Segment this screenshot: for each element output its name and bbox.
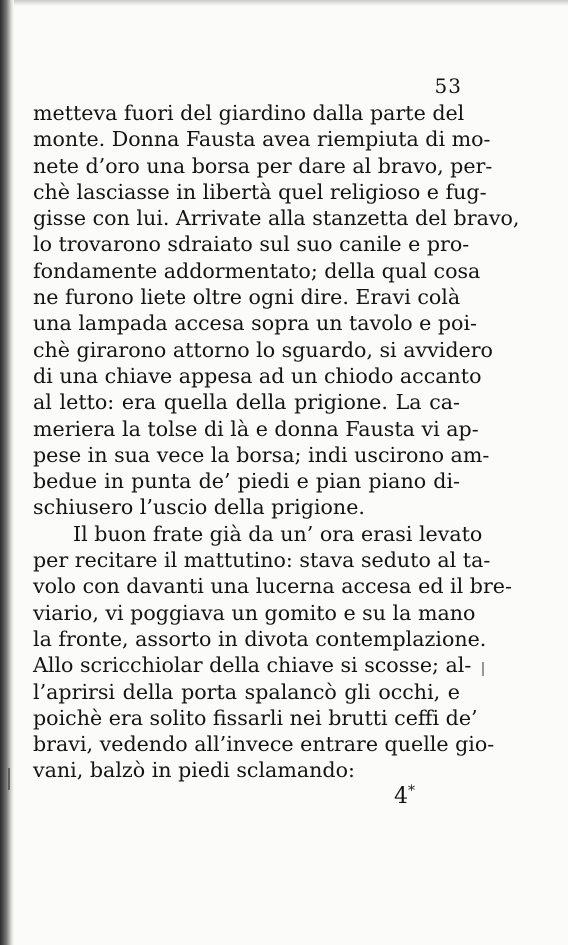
printer-signature-mark [394, 783, 415, 809]
paragraph-1 [33, 100, 520, 521]
text-line: schiusero l’uscio della prigione. [33, 495, 365, 520]
paragraph-2 [33, 521, 512, 784]
text-line: di una chiave appesa ad un chiodo accanto [33, 363, 482, 388]
text-line: gisse con lui. Arrivate alla stanzetta del bravo, [33, 206, 520, 231]
text-line: bravi, vedendo all’invece entrare quelle gio- [33, 732, 495, 757]
signature-number: 4 [394, 784, 408, 809]
text-line: per recitare il mattutino: stava seduto al ta- [33, 548, 491, 573]
text-line: lo trovarono sdraiato sul suo canile e pro- [33, 232, 470, 257]
text-line: la fronte, assorto in divota contemplazione. [33, 626, 487, 651]
page-number: 53 [434, 74, 462, 98]
text-line: poichè era solito fissarli nei brutti ceffi de’ [33, 705, 478, 730]
text-line: Il buon frate già da un’ ora erasi levato [73, 521, 483, 546]
body-text [33, 100, 520, 784]
text-line: bedue in punta de’ piedi e pian piano di- [33, 469, 460, 494]
scan-binding-edge [0, 0, 14, 945]
scan-speck [8, 768, 10, 790]
text-line: pese in sua vece la borsa; indi uscirono am- [33, 442, 490, 467]
scan-top-edge [0, 0, 568, 6]
signature-asterisk: * [408, 783, 415, 799]
scan-speck [482, 662, 484, 676]
text-line: l’aprirsi della porta spalancò gli occhi, e [33, 679, 460, 704]
text-line: Allo scricchiolar della chiave si scosse; al- [33, 653, 472, 678]
text-line: vani, balzò in piedi sclamando: [33, 758, 355, 783]
text-line: ne furono liete oltre ogni dire. Eravi colà [33, 285, 461, 310]
text-line: volo con davanti una lucerna accesa ed il bre- [33, 574, 512, 599]
text-line: una lampada accesa sopra un tavolo e poi- [33, 311, 478, 336]
text-line: al letto: era quella della prigione. La ca- [33, 390, 460, 415]
text-line: fondamente addormentato; della qual cosa [33, 258, 481, 283]
text-line: chè girarono attorno lo sguardo, si avvidero [33, 337, 493, 362]
text-line: nete d’oro una borsa per dare al bravo, per- [33, 153, 493, 178]
text-line: metteva fuori del giardino dalla parte del [33, 101, 465, 125]
text-line: meriera la tolse di là e donna Fausta vi ap- [33, 416, 479, 441]
text-line: viario, vi poggiava un gomito e su la mano [33, 600, 476, 625]
text-line: monte. Donna Fausta avea riempiuta di mo- [33, 127, 491, 152]
text-line: chè lasciasse in libertà quel religioso e fug- [33, 179, 487, 204]
